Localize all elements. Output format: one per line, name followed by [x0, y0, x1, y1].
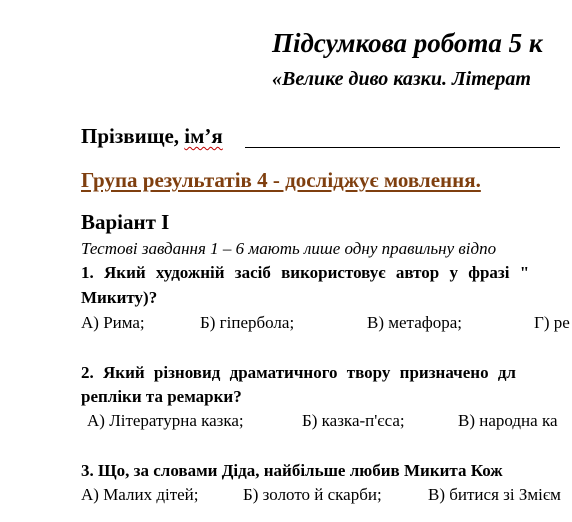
question-1-line-2: Микиту)?	[81, 288, 158, 307]
question-1-option-a: А) Рима;	[81, 313, 145, 332]
question-1-option-c: В) метафора;	[367, 313, 463, 332]
question-2-option-b: Б) казка-п'єса;	[302, 411, 405, 430]
question-3-option-a: А) Малих дітей;	[81, 485, 199, 504]
question-2-option-c: В) народна ка	[458, 411, 558, 430]
variant-heading: Варіант І	[81, 210, 170, 234]
question-2-line-1: 2. Який різновид драматичного твору призначено дл	[81, 363, 516, 382]
question-3-option-b: Б) золото й скарби;	[243, 485, 382, 504]
name-label-prefix: Прізвище,	[81, 124, 185, 148]
question-3-option-c: В) битися зі Змієм	[428, 485, 561, 504]
question-2-line-2: репліки та ремарки?	[81, 387, 242, 406]
results-group-heading: Група результатів 4 - досліджує мовлення.	[81, 168, 481, 192]
document-title: Підсумкова робота 5 к	[272, 28, 543, 58]
question-1-line-1: 1. Який художній засіб використовує автор у фразі "	[81, 263, 530, 282]
spellcheck-word: ім’я	[184, 124, 223, 148]
name-underline-field[interactable]	[245, 147, 560, 148]
question-1-option-d: Г) ре	[534, 313, 570, 332]
question-2-option-a: А) Літературна казка;	[87, 411, 244, 430]
name-field-label	[81, 124, 223, 149]
document-subtitle: «Велике диво казки. Літерат	[272, 68, 531, 90]
question-3-line-1: 3. Що, за словами Діда, найбільше любив Микита Кож	[81, 461, 503, 480]
question-1-option-b: Б) гіпербола;	[200, 313, 295, 332]
test-instructions: Тестові завдання 1 – 6 мають лише одну правильну відпо	[81, 239, 497, 258]
